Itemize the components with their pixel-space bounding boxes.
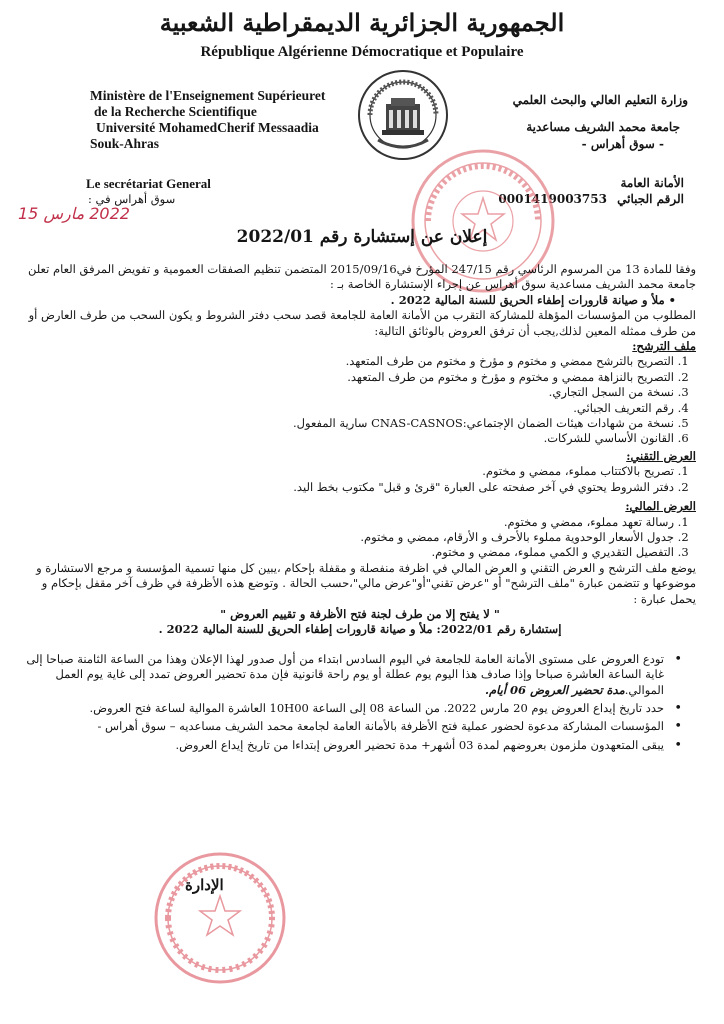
- ar-line: جامعة محمد الشريف مساعدية: [526, 120, 680, 134]
- candidature-list: [24, 354, 696, 446]
- header-french-title: République Algérienne Démocratique et Populaire: [200, 44, 524, 60]
- announcement-title: إعلان عن إستشارة رقم 2022/01: [236, 227, 488, 247]
- technical-heading: العرض التقني:: [626, 448, 696, 463]
- financial-list: [24, 515, 696, 561]
- list-item: 1. رسالة تعهد مملوء، ممضي و مختوم.: [24, 515, 674, 530]
- financial-heading: العرض المالي:: [625, 499, 696, 514]
- candidature-heading: ملف الترشح:: [632, 339, 696, 354]
- general-secretariat-label: الأمانة العامة: [620, 176, 684, 190]
- tax-number-label: الرقم الجبائي: [617, 192, 684, 206]
- conditions-list: [24, 652, 696, 753]
- fr-line: Souk-Ahras: [90, 136, 160, 151]
- ar-line: - سوق أهراس -: [581, 137, 664, 151]
- list-item: 1. التصريح بالترشح ممضي و مختوم و مؤرخ و مختوم من طرف المتعهد.: [24, 354, 674, 369]
- reference-line: إستشارة رقم 2022/01: ملأ و صيانة قارورات إطفاء الحريق للسنة المالية 2022 .: [158, 622, 562, 637]
- list-item: 1. تصريح بالاكتتاب مملوء، ممضي و مختوم.: [24, 464, 674, 479]
- fr-line: de la Recherche Scientifique: [94, 104, 257, 119]
- intro-paragraph: وفقا للمادة 13 من المرسوم الرئاسي رقم 247/15 المؤرخ في2015/09/16 المتضمن تنظيم الصفقات العمومية و تفويض المرفق العام تعلن جامعة محمد الشريف مساعدية سوق أهراس عن إجراء الإستشارة الخاصة بـ :: [28, 262, 696, 292]
- technical-list: [24, 464, 696, 495]
- envelope-paragraph: يوضع ملف الترشح و العرض التقني و العرض المالي في اظرفة منفصلة و مقفلة بإحكام ،يبين كل منها تسمية المؤسسة و مرجع الاستشارة و موضوعها و تتضمن عبارة "ملف الترشح" أو "عرض تقني"أو"عرض مالي"،حسب الحالة . وتوضع هذه الأظرفة في ظرف آخر مقفل بإحكام و يحمل عبارة :: [36, 560, 696, 606]
- ar-line: وزارة التعليم العالي والبحث العلمي: [512, 93, 688, 107]
- bullet-text: تودع العروض على مستوى الأمانة العامة للجامعة في اليوم السادس ابتداء من أول صدور لهذا الإعلان وهذا من الساعة الثامنة صباحا إلى غاية الساعة العاشرة صباحا وإذا صادف هذا اليوم يوم عطلة أو يوم راحة قانونية فإن مدة تحضير العروض تمدد إلى غاية يوم العمل الموالي.: [26, 651, 664, 697]
- handwritten-date: 2022 مارس 15: [18, 204, 130, 223]
- secretariat-label: Le secrétariat General: [86, 176, 211, 191]
- subject-line: [24, 293, 696, 308]
- date-label: سوق أهراس في :: [88, 192, 176, 206]
- envelope-quote: " لا يفتح إلا من طرف لجنة فتح الأظرفة و تقييم العروض ": [220, 606, 500, 621]
- fr-line: Ministère de l'Enseignement Supérieuret: [90, 88, 326, 103]
- french-institution-block: [90, 88, 325, 152]
- list-item: 2. التصريح بالنزاهة ممضي و مختوم و مؤرخ و مختوم من طرف المتعهد.: [24, 370, 674, 385]
- list-item: • المؤسسات المشاركة مدعوة لحضور عملية فتح الأظرفة بالأمانة العامة لجامعة محمد الشريف مساعديه – سوق أهراس -: [24, 719, 664, 734]
- bullet-bold-text: مدة تحضير العروض 06 أيام.: [485, 682, 625, 697]
- list-item: 5. نسخة من شهادات هيئات الضمان الإجتماعي:CNAS-CASNOS سارية المفعول.: [24, 416, 674, 431]
- list-item: 2. دفتر الشروط يحتوي في آخر صفحته على العبارة "قرئ و قبل" مكتوب بخط اليد.: [24, 480, 674, 495]
- request-paragraph: المطلوب من المؤسسات المؤهلة للمشاركة التقرب من الأمانة العامة للجامعة قصد سحب دفتر الشروط و يكون السحب من طرف العارض أو من طرف ممثله المعين لذلك,يجب أن ترفق العروض بالوثائق التالية:: [28, 308, 696, 338]
- list-item: 6. القانون الأساسي للشركات.: [24, 431, 674, 446]
- list-item: [24, 652, 664, 698]
- list-item: • حدد تاريخ إيداع العروض يوم 20 مارس 2022. من الساعة 08 إلى الساعة 10H00 العاشرة الموالية لساعة فتح العروض.: [24, 701, 664, 716]
- subject-text: ملأ و صيانة قارورات إطفاء الحريق للسنة المالية 2022 .: [390, 292, 665, 307]
- list-item: • يبقى المتعهدون ملزمون بعروضهم لمدة 03 أشهر+ مدة تحضير العروض إبتداءا من تاريخ إيداع العروض.: [24, 738, 664, 753]
- list-item: 3. التفصيل التقديري و الكمي مملوء، ممضي و مختوم.: [24, 545, 674, 560]
- administration-signature: الإدارة: [185, 876, 224, 894]
- list-item: 2. جدول الأسعار الوحدوية مملوء بالأحرف و الأرقام، ممضي و مختوم.: [24, 530, 674, 545]
- header-arabic-title: الجمهورية الجزائرية الديمقراطية الشعبية: [159, 8, 565, 37]
- administration-stamp-icon: [150, 848, 290, 988]
- list-item: 4. رقم التعريف الجبائي.: [24, 401, 674, 416]
- announcement-body: [24, 262, 696, 756]
- subject-bullet-icon: •: [664, 292, 676, 307]
- list-item: 3. نسخة من السجل التجاري.: [24, 385, 674, 400]
- fr-line: Université MohamedCherif Messaadia: [96, 120, 319, 135]
- tax-number-value: 0001419003753: [498, 192, 607, 206]
- arabic-institution-block: [513, 92, 688, 153]
